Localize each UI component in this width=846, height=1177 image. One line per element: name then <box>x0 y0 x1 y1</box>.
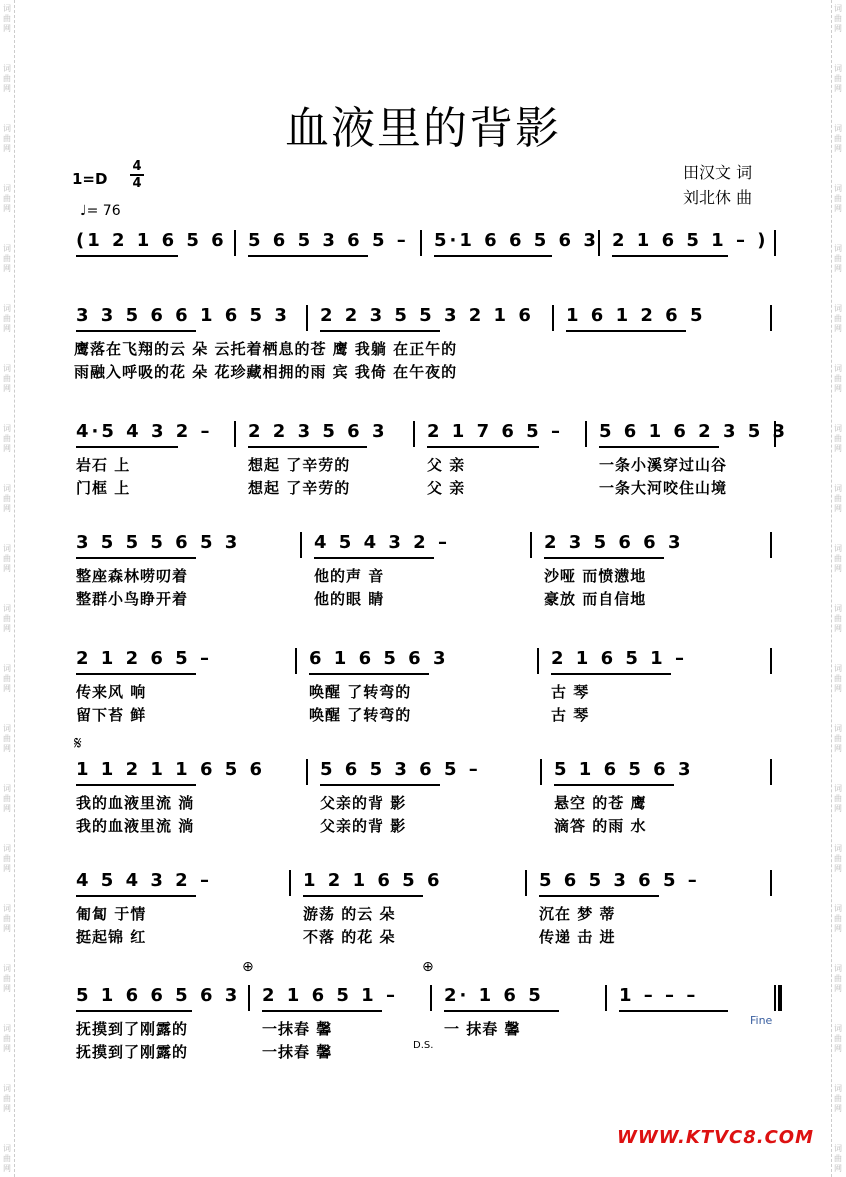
watermark-text: 词 曲 网 <box>834 724 842 753</box>
ds-marking: D.S. <box>413 1040 434 1051</box>
lyric-line: 父亲的背 影 <box>320 817 407 835</box>
bar-line <box>234 230 236 256</box>
bar-line <box>540 759 542 785</box>
fine-marking: Fine <box>750 1014 773 1027</box>
lyric-line: 沙哑 而愤懑地 <box>544 567 647 585</box>
watermark-text: 词 曲 网 <box>3 904 11 933</box>
bar-line <box>774 230 776 256</box>
watermark-text: 词 曲 网 <box>834 964 842 993</box>
beam-underline <box>76 446 178 448</box>
bar-line <box>770 305 772 331</box>
watermark-text: 词 曲 网 <box>3 184 11 213</box>
lyric-line: 一抹春 馨 <box>262 1043 333 1061</box>
lyric-line: 游荡 的云 朵 <box>303 905 396 923</box>
watermark-text: 词 曲 网 <box>834 664 842 693</box>
bar-line <box>234 421 236 447</box>
lyric-line: 父 亲 <box>427 456 466 474</box>
watermark-text: 词 曲 网 <box>834 904 842 933</box>
watermark-text: 词 曲 网 <box>3 424 11 453</box>
watermark-text: 词 曲 网 <box>834 4 842 33</box>
beam-underline <box>551 673 671 675</box>
watermark-text: 词 曲 网 <box>834 364 842 393</box>
measure-notes: 2 1 6 5 1 – ) <box>612 230 769 251</box>
watermark-text: 词 曲 网 <box>3 604 11 633</box>
song-title: 血液里的背影 <box>285 103 561 154</box>
beam-underline <box>76 673 196 675</box>
lyric-line: 古 琴 <box>551 706 590 724</box>
beam-underline <box>612 255 728 257</box>
measure-notes: 4 5 4 3 2 – <box>314 532 450 553</box>
lyric-line: 挺起锦 红 <box>76 928 147 946</box>
watermark-text: 词 曲 网 <box>834 244 842 273</box>
lyric-line: 想起 了辛劳的 <box>248 479 351 497</box>
watermark-text: 词 曲 网 <box>3 844 11 873</box>
watermark-text: 词 曲 网 <box>3 1084 11 1113</box>
lyric-line: 唤醒 了转弯的 <box>309 706 412 724</box>
segno-icon: 𝄋 <box>74 733 82 754</box>
measure-notes: 3 5 5 5 6 5 3 <box>76 532 241 553</box>
lyric-line: 岩石 上 <box>76 456 131 474</box>
lyric-line: 他的声 音 <box>314 567 385 585</box>
bar-line <box>413 421 415 447</box>
bar-line <box>605 985 607 1011</box>
lyric-line: 滴答 的雨 水 <box>554 817 647 835</box>
beam-underline <box>248 446 367 448</box>
measure-notes: 2 1 6 5 1 – <box>551 648 687 669</box>
key-signature: 1=D <box>72 170 108 188</box>
tempo-marking <box>80 203 121 219</box>
bar-line <box>770 532 772 558</box>
watermark-text: 词 曲 网 <box>834 784 842 813</box>
bar-line <box>525 870 527 896</box>
lyric-line: 传来风 响 <box>76 683 147 701</box>
bar-line <box>552 305 554 331</box>
site-url: WWW.KTVC8.COM <box>617 1127 814 1148</box>
lyric-line: 他的眼 睛 <box>314 590 385 608</box>
bar-line <box>770 648 772 674</box>
bar-line <box>248 985 250 1011</box>
lyric-line: 鹰落在飞翔的云 朵 云托着栖息的苍 鹰 我躺 在正午的 <box>74 340 458 358</box>
beam-underline <box>599 446 719 448</box>
lyric-line: 我的血液里流 淌 <box>76 794 195 812</box>
watermark-text: 词 曲 网 <box>3 484 11 513</box>
watermark-text: 词 曲 网 <box>834 64 842 93</box>
watermark-text: 词 曲 网 <box>3 244 11 273</box>
watermark-text: 词 曲 网 <box>3 364 11 393</box>
watermark-text: 词 曲 网 <box>3 124 11 153</box>
lyric-line: 古 琴 <box>551 683 590 701</box>
watermark-text: 词 曲 网 <box>834 184 842 213</box>
composer-credit: 刘北休 曲 <box>683 188 753 207</box>
watermark-text: 词 曲 网 <box>834 1084 842 1113</box>
lyric-line: 抚摸到了刚露的 <box>76 1043 189 1061</box>
beam-underline <box>248 255 368 257</box>
watermark-text: 词 曲 网 <box>834 1144 842 1173</box>
measure-notes: 5 1 6 5 6 3 <box>554 759 694 780</box>
watermark-text: 词 曲 网 <box>834 424 842 453</box>
beam-underline <box>320 784 440 786</box>
beam-underline <box>303 895 423 897</box>
measure-notes: 4 5 4 3 2 – <box>76 870 212 891</box>
left-watermark-strip <box>0 0 15 1177</box>
beam-underline <box>619 1010 728 1012</box>
lyric-line: 传递 击 进 <box>539 928 616 946</box>
measure-notes: 2 1 6 5 1 – <box>262 985 398 1006</box>
lyric-line: 抚摸到了刚露的 <box>76 1020 189 1038</box>
beam-underline <box>262 1010 382 1012</box>
time-signature <box>130 160 144 190</box>
beam-underline <box>76 557 196 559</box>
measure-notes: 4·5 4 3 2 – <box>76 421 213 442</box>
lyric-line: 一条小溪穿过山谷 <box>599 456 728 474</box>
beam-underline <box>566 330 686 332</box>
lyric-line: 豪放 而自信地 <box>544 590 647 608</box>
bar-line <box>306 759 308 785</box>
watermark-text: 词 曲 网 <box>834 1024 842 1053</box>
lyric-line: 我的血液里流 淌 <box>76 817 195 835</box>
bar-line <box>774 985 776 1011</box>
watermark-text: 词 曲 网 <box>3 304 11 333</box>
beam-underline <box>314 557 434 559</box>
watermark-text: 词 曲 网 <box>3 4 11 33</box>
bar-line <box>295 648 297 674</box>
measure-notes: 1 2 1 6 5 6 <box>303 870 443 891</box>
bar-line <box>289 870 291 896</box>
measure-notes: 2 1 2 6 5 – <box>76 648 212 669</box>
lyric-line: 雨融入呼吸的花 朵 花珍藏相拥的雨 宾 我倚 在午夜的 <box>74 363 458 381</box>
measure-notes: 2 3 5 6 6 3 <box>544 532 684 553</box>
beam-underline <box>309 673 429 675</box>
measure-notes: 5 6 1 6 2 3 5 3 <box>599 421 789 442</box>
quarter-note-icon: ♩ <box>80 203 87 219</box>
beam-underline <box>544 557 664 559</box>
beam-underline <box>539 895 659 897</box>
measure-notes: 1 6 1 2 6 5 <box>566 305 706 326</box>
tempo-value: = 76 <box>86 203 121 219</box>
lyric-line: 悬空 的苍 鹰 <box>554 794 647 812</box>
beam-underline <box>434 255 552 257</box>
lyricist-credit: 田汉文 词 <box>683 163 753 182</box>
measure-notes: 1 1 2 1 1 6 5 6 <box>76 759 266 780</box>
lyric-line: 一抹春 馨 <box>262 1020 333 1038</box>
lyric-line: 父 亲 <box>427 479 466 497</box>
bar-line <box>537 648 539 674</box>
beam-underline <box>76 255 178 257</box>
lyric-line: 整座森林唠叨着 <box>76 567 189 585</box>
measure-notes: 2· 1 6 5 <box>444 985 544 1006</box>
watermark-text: 词 曲 网 <box>834 304 842 333</box>
watermark-text: 词 曲 网 <box>834 844 842 873</box>
lyric-line: 匍匐 于情 <box>76 905 147 923</box>
watermark-text: 词 曲 网 <box>3 784 11 813</box>
final-barline <box>778 985 782 1011</box>
measure-notes: 5 6 5 3 6 5 – <box>320 759 481 780</box>
measure-notes: 5·1 6 6 5 6 3 <box>434 230 599 251</box>
beam-underline <box>76 784 196 786</box>
beam-underline <box>76 1010 192 1012</box>
measure-notes: 5 1 6 6 5 6 3 <box>76 985 241 1006</box>
bar-line <box>770 870 772 896</box>
bar-line <box>306 305 308 331</box>
bar-line <box>585 421 587 447</box>
measure-notes: 2 2 3 5 6 3 <box>248 421 388 442</box>
lyric-line: 父亲的背 影 <box>320 794 407 812</box>
lyric-line: 不落 的花 朵 <box>303 928 396 946</box>
bar-line <box>430 985 432 1011</box>
bar-line <box>420 230 422 256</box>
beam-underline <box>320 330 440 332</box>
lyric-line: 沉在 梦 蒂 <box>539 905 616 923</box>
coda-icon: ⊕ <box>242 959 254 975</box>
beam-underline <box>427 446 539 448</box>
measure-notes: 3 3 5 6 6 1 6 5 3 <box>76 305 290 326</box>
lyric-line: 门框 上 <box>76 479 131 497</box>
watermark-text: 词 曲 网 <box>3 64 11 93</box>
watermark-text: 词 曲 网 <box>3 544 11 573</box>
watermark-text: 词 曲 网 <box>3 724 11 753</box>
bar-line <box>300 532 302 558</box>
beam-underline <box>76 330 196 332</box>
measure-notes: 2 2 3 5 5 3 2 1 6 <box>320 305 534 326</box>
beam-underline <box>444 1010 559 1012</box>
beam-underline <box>76 895 196 897</box>
watermark-text: 词 曲 网 <box>3 664 11 693</box>
lyric-line: 留下苔 鲜 <box>76 706 147 724</box>
bar-line <box>770 759 772 785</box>
site-watermark <box>617 1127 814 1148</box>
measure-notes: 5 6 5 3 6 5 – <box>539 870 700 891</box>
watermark-text: 词 曲 网 <box>3 1024 11 1053</box>
measure-notes: 6 1 6 5 6 3 <box>309 648 449 669</box>
watermark-text: 词 曲 网 <box>834 604 842 633</box>
lyric-line: 想起 了辛劳的 <box>248 456 351 474</box>
lyric-line: 一 抹春 馨 <box>444 1020 521 1038</box>
time-signature-bottom: 4 <box>132 176 142 191</box>
watermark-text: 词 曲 网 <box>834 544 842 573</box>
watermark-text: 词 曲 网 <box>3 1144 11 1173</box>
measure-notes: (1 2 1 6 5 6 <box>76 230 227 251</box>
coda-icon-2: ⊕ <box>422 959 434 975</box>
measure-notes: 1 – – – <box>619 985 699 1006</box>
time-signature-top: 4 <box>132 159 142 174</box>
beam-underline <box>554 784 674 786</box>
right-watermark-strip <box>831 0 846 1177</box>
measure-notes: 2 1 7 6 5 – <box>427 421 563 442</box>
watermark-text: 词 曲 网 <box>834 124 842 153</box>
bar-line <box>530 532 532 558</box>
lyric-line: 一条大河咬住山境 <box>599 479 728 497</box>
lyric-line: 唤醒 了转弯的 <box>309 683 412 701</box>
watermark-text: 词 曲 网 <box>3 964 11 993</box>
watermark-text: 词 曲 网 <box>834 484 842 513</box>
measure-notes: 5 6 5 3 6 5 – <box>248 230 409 251</box>
lyric-line: 整群小鸟睁开着 <box>76 590 189 608</box>
